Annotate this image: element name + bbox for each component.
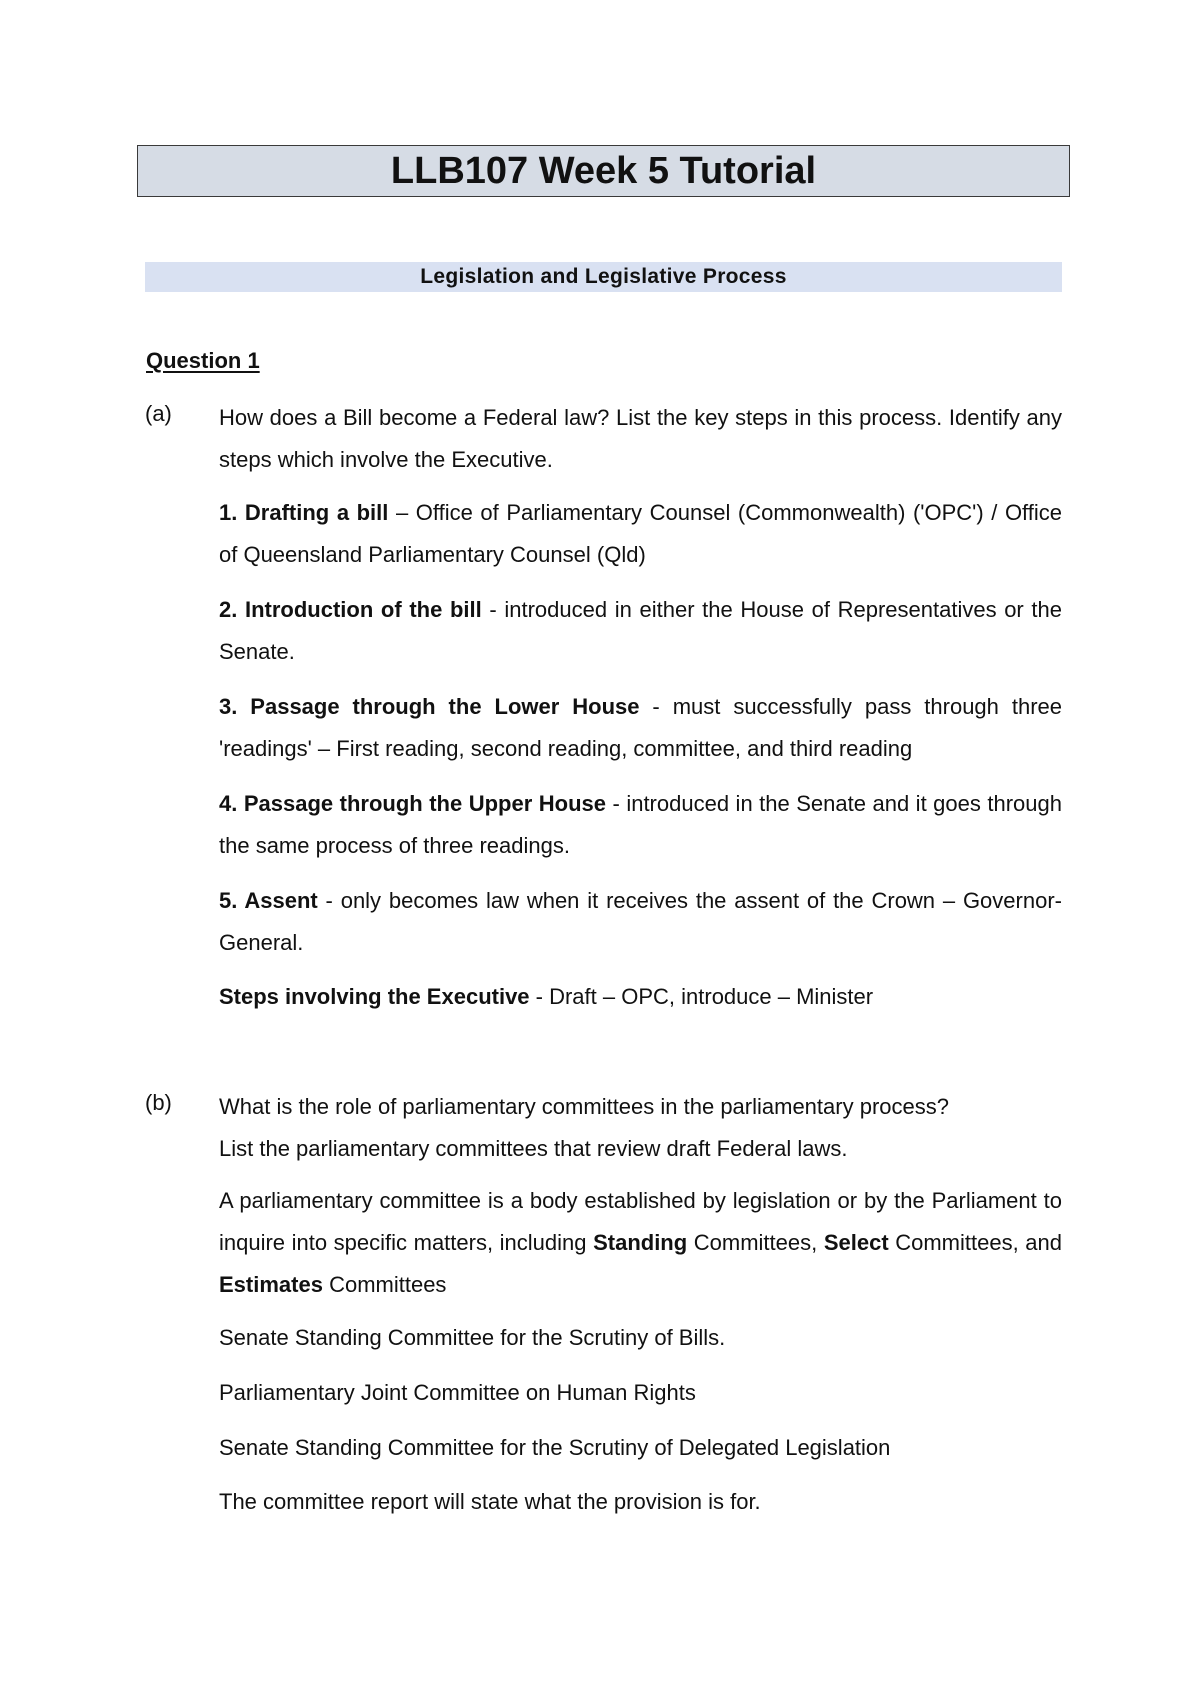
subtitle-banner bbox=[145, 262, 1062, 292]
step-5 bbox=[219, 880, 1062, 964]
step-1 bbox=[219, 492, 1062, 576]
step-4-heading: 4. Passage through the Upper House bbox=[219, 791, 606, 816]
committee-2: Parliamentary Joint Committee on Human Rights bbox=[219, 1380, 696, 1405]
step-4 bbox=[219, 783, 1062, 867]
answer-text-4: Committees bbox=[322, 1272, 447, 1297]
answer-estimates: Estimates bbox=[219, 1272, 323, 1297]
step-3 bbox=[219, 686, 1062, 770]
committee-1: Senate Standing Committee for the Scrutiny of Bills. bbox=[219, 1325, 726, 1350]
part-b-question-line2: List the parliamentary committees that review draft Federal laws. bbox=[219, 1136, 848, 1161]
answer-text-2: Committees, bbox=[687, 1230, 824, 1255]
part-a-question: How does a Bill become a Federal law? List the key steps in this process. Identify any steps which involve the Executive. bbox=[219, 405, 1062, 472]
answer-text-3: Committees, and bbox=[888, 1230, 1062, 1255]
step-2 bbox=[219, 589, 1062, 673]
page-subtitle: Legislation and Legislative Process bbox=[420, 265, 787, 288]
executive-text: - Draft – OPC, introduce – Minister bbox=[529, 984, 874, 1009]
part-b-answer bbox=[219, 1180, 1062, 1306]
step-2-text: - introduced in either the House of Representatives or the Senate. bbox=[219, 597, 1062, 664]
title-banner bbox=[137, 145, 1070, 197]
step-3-heading: 3. Passage through the Lower House bbox=[219, 694, 640, 719]
step-4-text: - introduced in the Senate and it goes through the same process of three readings. bbox=[219, 791, 1062, 858]
executive-heading: Steps involving the Executive bbox=[219, 984, 530, 1009]
executive-steps bbox=[219, 976, 1062, 1018]
part-b-question-line1: What is the role of parliamentary committees in the parliamentary process? bbox=[219, 1094, 949, 1119]
question-heading: Question 1 bbox=[146, 348, 260, 373]
answer-text-1: A parliamentary committee is a body established by legislation or by the Parliament to inquire into specific matters, including bbox=[219, 1188, 1062, 1255]
answer-select: Select bbox=[823, 1230, 889, 1255]
part-b-label: (b) bbox=[145, 1090, 172, 1115]
closing-statement: The committee report will state what the provision is for. bbox=[219, 1489, 761, 1514]
step-5-heading: 5. Assent bbox=[219, 888, 318, 913]
step-5-text: - only becomes law when it receives the assent of the Crown – Governor-General. bbox=[219, 888, 1062, 955]
step-1-heading: 1. Drafting a bill bbox=[219, 500, 389, 525]
part-a-label: (a) bbox=[145, 401, 172, 426]
page-title: LLB107 Week 5 Tutorial bbox=[390, 149, 817, 192]
step-2-heading: 2. Introduction of the bill bbox=[219, 597, 482, 622]
step-3-text: - must successfully pass through three 'readings' – First reading, second reading, committee, and third reading bbox=[219, 694, 1062, 761]
step-1-text: – Office of Parliamentary Counsel (Commonwealth) ('OPC') / Office of Queensland Parliamentary Counsel (Qld) bbox=[219, 500, 1063, 567]
committee-3: Senate Standing Committee for the Scrutiny of Delegated Legislation bbox=[219, 1435, 891, 1460]
answer-standing: Standing bbox=[593, 1230, 688, 1255]
